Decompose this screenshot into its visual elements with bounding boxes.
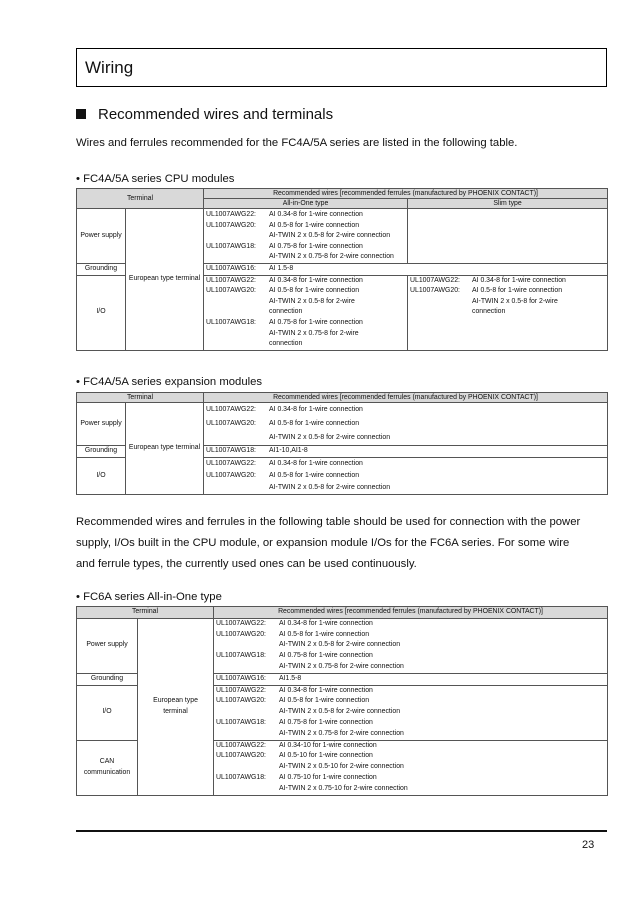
exp-ground-wires: UL1007AWG18: AI1-10,AI1-8	[204, 446, 608, 458]
section-title	[76, 106, 333, 123]
fc6a-h-rec: Recommended wires [recommended ferrules (manufactured by PHOENIX CONTACT)]	[214, 607, 608, 619]
cpu-power-wires: UL1007AWG22: AI 0.34-8 for 1-wire connection UL1007AWG20: AI 0.5-8 for 1-wire connection AI-TWIN 2 x 0.5-8 for 2-wire connection UL1007AWG18: AI 0.75-8 for 1-wire connection AI-TWIN 2 x 0.75-8 for 2-wire connection	[204, 209, 408, 264]
cpu-h-terminal: Terminal	[77, 189, 204, 209]
exp-grounding-label: Grounding	[77, 446, 126, 458]
cpu-h-rec: Recommended wires [recommended ferrules (manufactured by PHOENIX CONTACT)]	[204, 189, 608, 199]
fc6a-can-label: CAN communication	[77, 740, 138, 795]
page-number: 23	[582, 839, 595, 851]
fc6a-io-label: I/O	[77, 685, 138, 740]
fc6a-table	[76, 606, 608, 796]
fc6a-terminal: European type terminal	[138, 618, 214, 795]
fc6a-h-terminal: Terminal	[77, 607, 214, 619]
fc6a-description: Recommended wires and ferrules in the following table should be used for connection with the power supply, I/Os built in the CPU module, or expansion module I/Os for the FC6A series. For some wire and ferrule types, the currently used ones can be used continuously.	[76, 516, 581, 570]
cpu-bullet: • FC4A/5A series CPU modules	[76, 173, 235, 185]
section-title-text: Recommended wires and terminals	[98, 106, 334, 123]
cpu-ground-wires: UL1007AWG16: AI 1.5-8	[204, 263, 608, 275]
exp-h-terminal: Terminal	[77, 393, 204, 403]
cpu-h-allinone: All-in-One type	[204, 199, 408, 209]
exp-io-label: I/O	[77, 457, 126, 495]
cpu-terminal: European type terminal	[126, 209, 204, 351]
exp-h-rec: Recommended wires [recommended ferrules (manufactured by PHOENIX CONTACT)]	[204, 393, 608, 403]
exp-bullet: • FC4A/5A series expansion modules	[76, 376, 263, 388]
cpu-io-label: I/O	[77, 275, 126, 350]
cpu-io-wires: UL1007AWG22: AI 0.34-8 for 1-wire connection UL1007AWG20: AI 0.5-8 for 1-wire connection AI-TWIN 2 x 0.5-8 for 2-wire connection UL1007AWG18: AI 0.75-8 for 1-wire connection AI-TWIN 2 x 0.75-8 for 2-wire connection	[204, 275, 408, 350]
exp-power-wires: UL1007AWG22: AI 0.34-8 for 1-wire connection UL1007AWG20: AI 0.5-8 for 1-wire connection AI-TWIN 2 x 0.5-8 for 2-wire connection	[204, 403, 608, 446]
page-header-title: Wiring	[85, 58, 134, 77]
cpu-h-slim: Slim type	[408, 199, 608, 209]
intro-text: Wires and ferrules recommended for the FC4A/5A series are listed in the following table.	[76, 137, 518, 149]
page-header-box	[76, 48, 607, 87]
footer-rule	[76, 830, 607, 832]
exp-table	[76, 392, 608, 495]
fc6a-power-label: Power supply	[77, 618, 138, 673]
cpu-power-slim	[408, 209, 608, 264]
fc6a-grounding-label: Grounding	[77, 673, 138, 685]
cpu-table	[76, 188, 608, 351]
fc6a-can-wires: UL1007AWG22: AI 0.34-10 for 1-wire connection UL1007AWG20: AI 0.5-10 for 1-wire connection AI-TWIN 2 x 0.5-10 for 2-wire connection UL1007AWG18: AI 0.75-10 for 1-wire connection AI-TWIN 2 x 0.75-10 for 2-wire connection	[214, 740, 608, 795]
cpu-power-label: Power supply	[77, 209, 126, 264]
exp-power-label: Power supply	[77, 403, 126, 446]
fc6a-power-wires: UL1007AWG22: AI 0.34-8 for 1-wire connection UL1007AWG20: AI 0.5-8 for 1-wire connection AI-TWIN 2 x 0.5-8 for 2-wire connection UL1007AWG18: AI 0.75-8 for 1-wire connection AI-TWIN 2 x 0.75-8 for 2-wire connection	[214, 618, 608, 673]
cpu-grounding-label: Grounding	[77, 263, 126, 275]
cpu-io-slim: UL1007AWG22: AI 0.34-8 for 1-wire connection UL1007AWG20: AI 0.5-8 for 1-wire connection AI-TWIN 2 x 0.5-8 for 2-wire connection	[408, 275, 608, 350]
fc6a-bullet: • FC6A series All-in-One type	[76, 591, 222, 603]
square-bullet-icon	[76, 109, 86, 119]
exp-io-wires: UL1007AWG22: AI 0.34-8 for 1-wire connection UL1007AWG20: AI 0.5-8 for 1-wire connection AI-TWIN 2 x 0.5-8 for 2-wire connection	[204, 457, 608, 495]
exp-terminal: European type terminal	[126, 403, 204, 495]
fc6a-ground-wires: UL1007AWG16: AI1.5-8	[214, 673, 608, 685]
fc6a-io-wires: UL1007AWG22: AI 0.34-8 for 1-wire connection UL1007AWG20: AI 0.5-8 for 1-wire connection AI-TWIN 2 x 0.5-8 for 2-wire connection UL1007AWG18: AI 0.75-8 for 1-wire connection AI-TWIN 2 x 0.75-8 for 2-wire connection	[214, 685, 608, 740]
